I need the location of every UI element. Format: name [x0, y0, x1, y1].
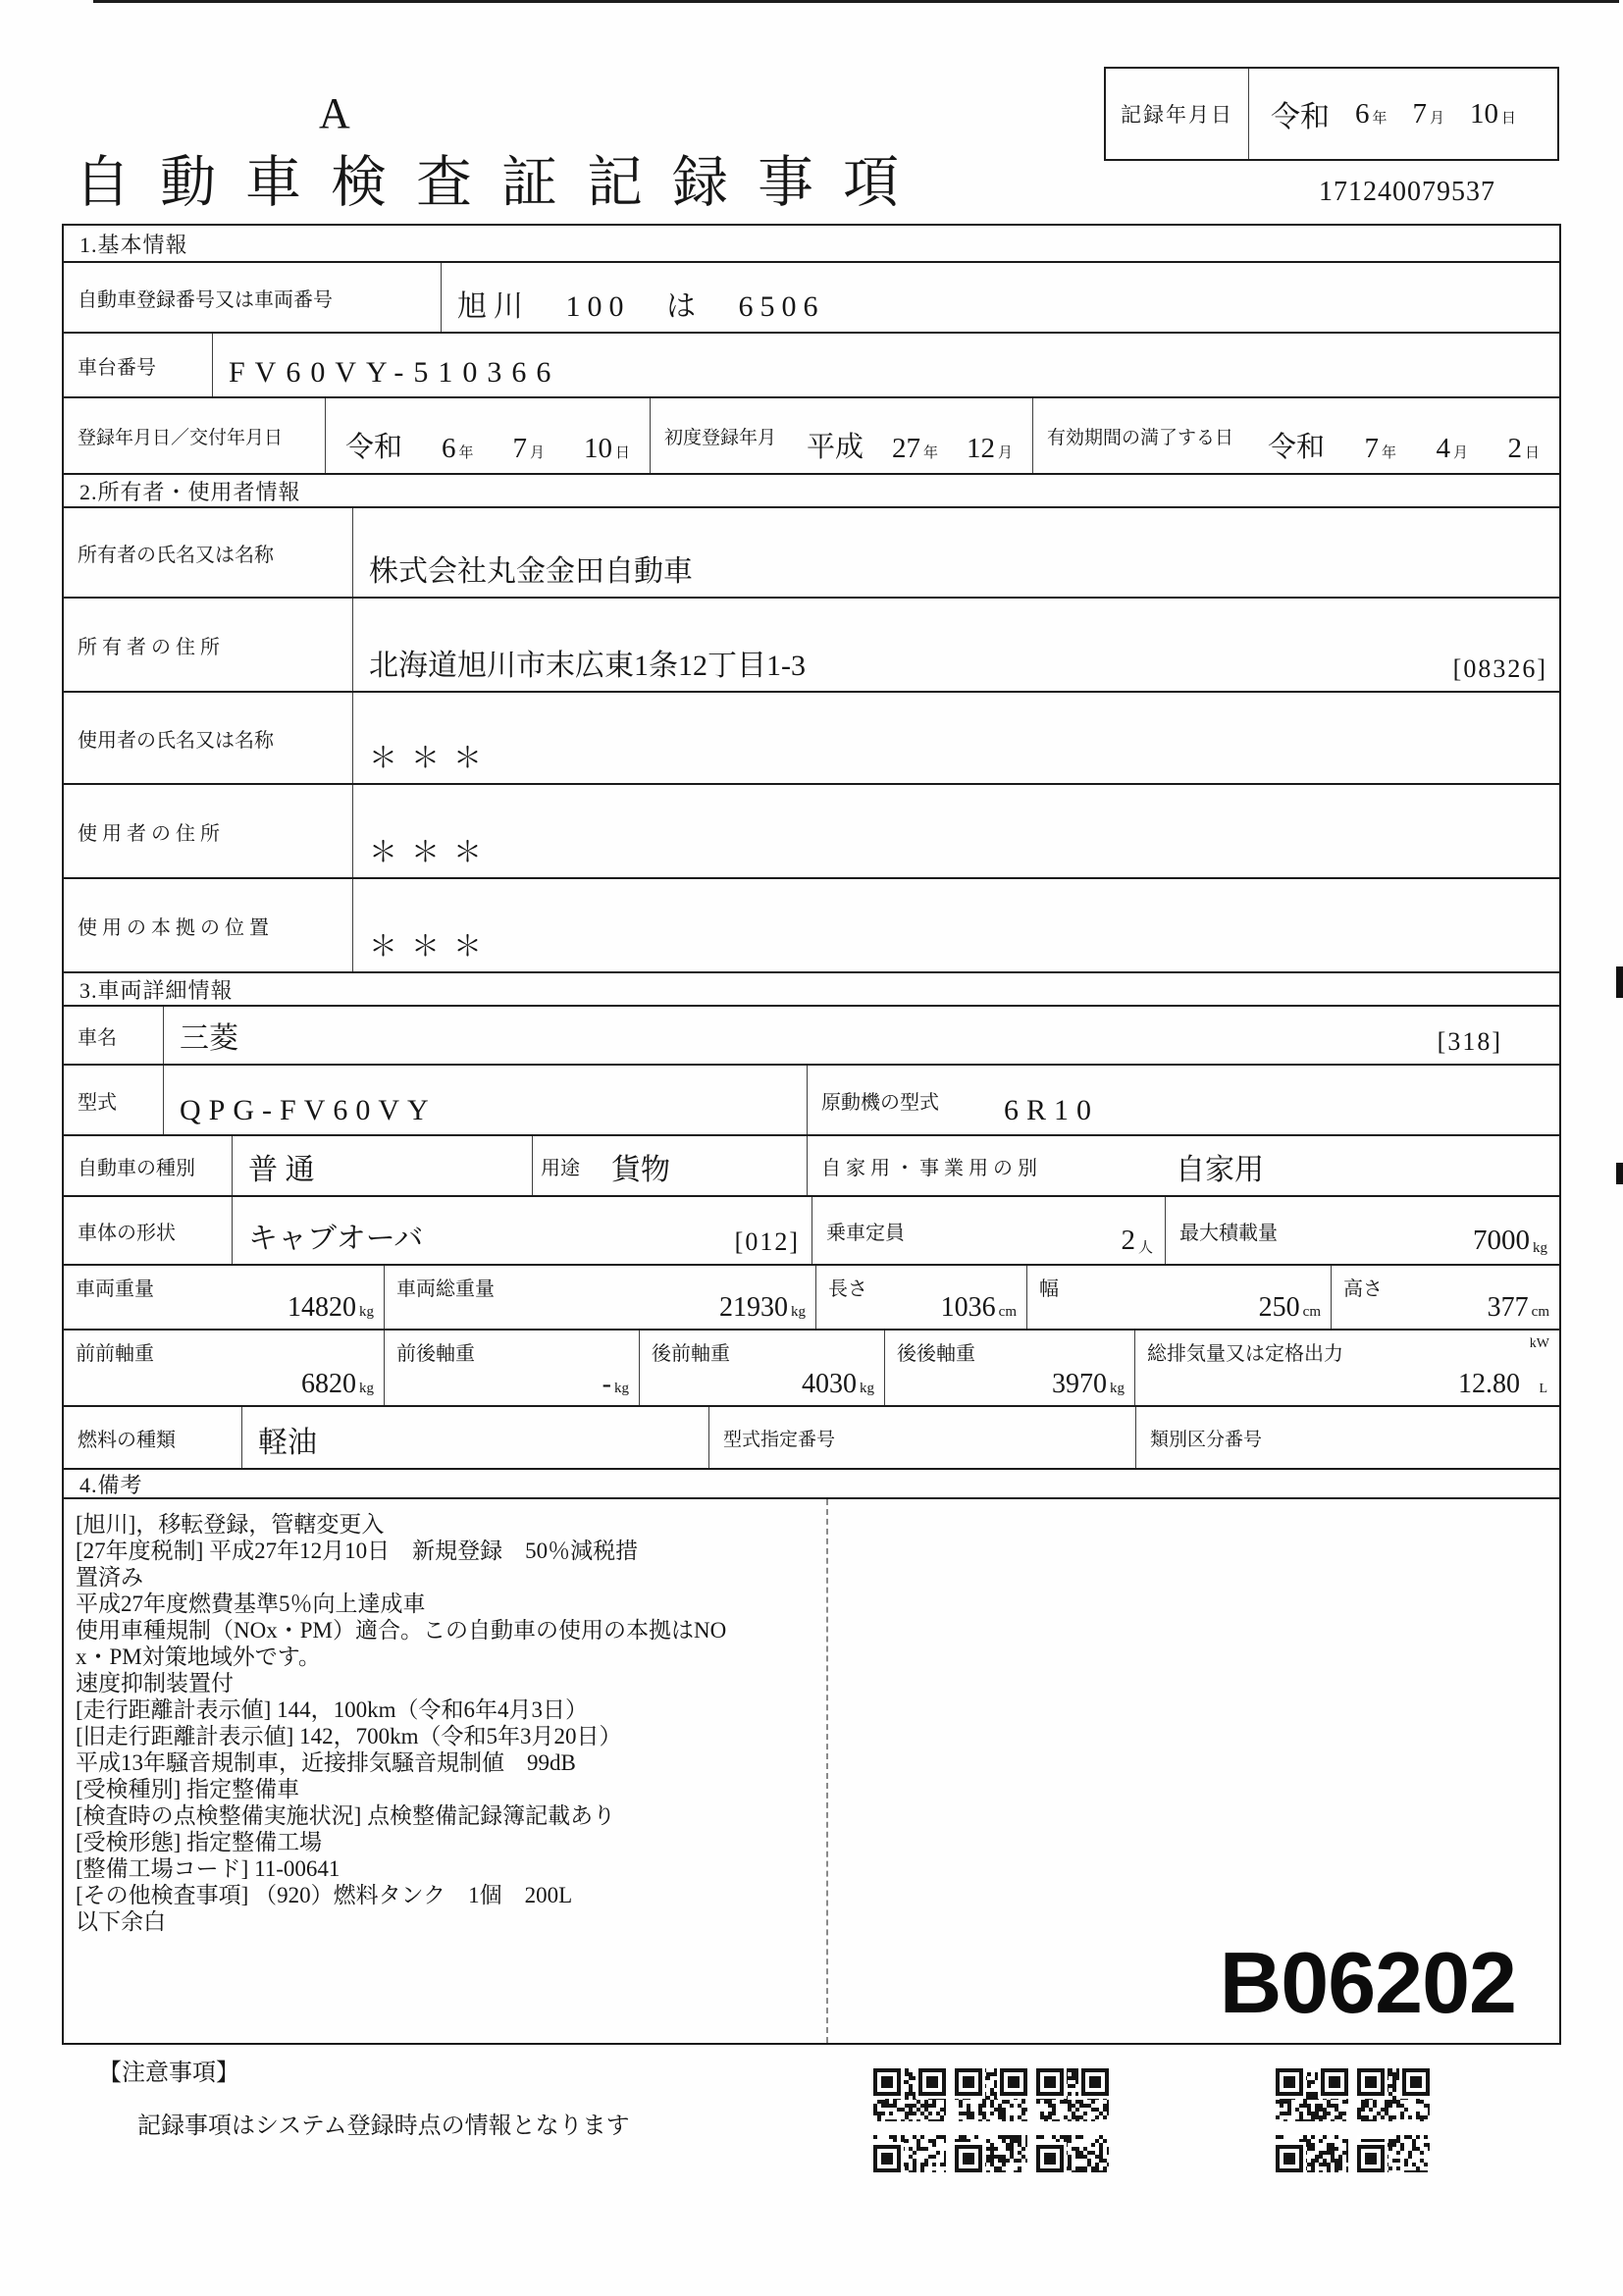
row-weights-dimensions [64, 1264, 1559, 1329]
qr-code [1357, 2135, 1430, 2172]
page-title: 自動車検査証記録事項 [75, 152, 928, 214]
type-designation-value [885, 1407, 1135, 1468]
rear-front-axle-field: 後前軸重 4030 kg [640, 1331, 885, 1405]
row-dates [64, 396, 1559, 473]
model-label: 型式 [64, 1066, 164, 1134]
row-user-name [64, 691, 1559, 783]
owner-name-label: 所有者の氏名又は名称 [64, 508, 353, 597]
remarks-column-divider [826, 1499, 828, 2043]
section-heading-vehicle: 3.車両詳細情報 [64, 971, 1559, 1005]
fuel-label: 燃料の種類 [64, 1407, 242, 1468]
first-registration-label: 初度登録年月 [650, 398, 787, 473]
body-shape-value: キャブオーバ [248, 1223, 424, 1255]
remark-line: [旭川]，移転登録，管轄変更入 [76, 1512, 385, 1537]
user-address-value: ＊＊＊ [369, 837, 497, 868]
remark-line: [受検形態] 指定整備工場 [76, 1830, 323, 1854]
row-model [64, 1064, 1559, 1134]
remark-line: [受検種別] 指定整備車 [76, 1777, 300, 1801]
expiry-date-value: 令和 7 年 4 月 2 日 [1268, 432, 1540, 464]
record-date-value [1249, 69, 1557, 159]
row-body-shape [64, 1195, 1559, 1264]
vehicle-weight-field: 車両重量 14820 kg [64, 1266, 385, 1329]
type-designation-label: 型式指定番号 [708, 1407, 885, 1468]
remark-line: x・PM対策地域外です。 [76, 1644, 321, 1669]
registration-date-label: 登録年月日／交付年月日 [64, 398, 326, 473]
category-class-label: 類別区分番号 [1135, 1407, 1307, 1468]
row-owner-name [64, 506, 1559, 597]
qr-code-group-left [873, 2068, 1109, 2172]
liter-unit: L [1539, 1382, 1547, 1396]
remark-line: 以下余白 [76, 1909, 166, 1934]
car-name-label: 車名 [64, 1007, 164, 1064]
qr-code [1276, 2135, 1348, 2172]
remark-line: 置済み [76, 1565, 143, 1590]
owner-name-value: 株式会社丸金金田自動車 [369, 555, 693, 588]
qr-code [1036, 2068, 1109, 2121]
rear-rear-axle-field: 後後軸重 3970 kg [885, 1331, 1135, 1405]
use-value: 貨物 [611, 1154, 670, 1186]
length-field: 長さ 1036 cm [816, 1266, 1027, 1329]
remark-line: [検査時の点検整備実施状況] 点検整備記録簿記載あり [76, 1803, 616, 1828]
front-front-axle-field: 前前軸重 6820 kg [64, 1331, 385, 1405]
category-value: 普 通 [248, 1154, 315, 1186]
record-date-day: 10 日 [1470, 97, 1517, 130]
row-car-name [64, 1005, 1559, 1064]
row-category-use [64, 1134, 1559, 1195]
row-axle-weights [64, 1329, 1559, 1405]
private-business-label: 自 家 用 ・ 事 業 用 の 別 [807, 1136, 1160, 1195]
max-load-value: 7000 kg [1473, 1225, 1547, 1256]
scan-artifact-top-line [93, 0, 1619, 3]
max-load-label: 最大積載量 [1165, 1197, 1322, 1264]
notes-heading: 【注意事項】 [98, 2061, 239, 2086]
chassis-number-label: 車台番号 [64, 334, 213, 396]
notes-text: 記録事項はシステム登録時点の情報となります [137, 2113, 630, 2139]
displacement-field: 総排気量又は定格出力 kW 12.80 L [1147, 1336, 1549, 1399]
private-business-value: 自家用 [1176, 1154, 1264, 1186]
user-name-label: 使用者の氏名又は名称 [64, 693, 353, 783]
qr-code [1276, 2068, 1348, 2121]
owner-address-label: 所 有 者 の 住 所 [64, 599, 353, 691]
remarks-area [64, 1497, 1559, 2043]
car-name-code: [318] [1437, 1027, 1502, 1056]
height-field: 高さ 377 cm [1343, 1278, 1549, 1323]
qr-code [955, 2068, 1027, 2121]
engine-model-label: 原動機の型式 [807, 1066, 988, 1134]
body-shape-label: 車体の形状 [64, 1197, 233, 1264]
record-date-box [1104, 67, 1559, 161]
base-location-label: 使 用 の 本 拠 の 位 置 [64, 879, 353, 971]
qr-code [955, 2135, 1027, 2172]
remarks-text [64, 1499, 826, 1935]
row-chassis-number [64, 332, 1559, 396]
remark-line: 速度抑制装置付 [76, 1671, 234, 1696]
use-label: 用途 [532, 1136, 596, 1195]
section-heading-remarks: 4.備考 [64, 1468, 1559, 1497]
row-user-address [64, 783, 1559, 877]
engine-model-value: 6R10 [1004, 1094, 1100, 1126]
body-shape-code: [012] [734, 1227, 800, 1256]
front-rear-axle-field: 前後軸重 - kg [385, 1331, 640, 1405]
category-label: 自動車の種別 [64, 1136, 233, 1195]
registration-number-label: 自動車登録番号又は車両番号 [64, 263, 442, 332]
gross-weight-field: 車両総重量 21930 kg [385, 1266, 816, 1329]
remark-line: [旧走行距離計表示値] 142，700km（令和5年3月20日） [76, 1724, 622, 1748]
remark-line: 平成27年度燃費基準5％向上達成車 [76, 1592, 426, 1616]
qr-code [873, 2135, 946, 2172]
stamp-code: B06202 [1219, 1934, 1516, 2031]
remark-line: [その他検査事項] （920）燃料タンク 1個 200L [76, 1883, 573, 1907]
remark-line: [走行距離計表示値] 144，100km（令和6年4月3日） [76, 1697, 588, 1722]
registration-number-value: 旭川 100 は 6506 [457, 290, 825, 323]
car-name-value: 三菱 [180, 1022, 238, 1055]
record-date-era: 令和 [1271, 101, 1330, 133]
model-value: QPG-FV60VY [180, 1094, 437, 1126]
category-class-value [1307, 1407, 1559, 1468]
remark-line: 使用車種規制（NOx・PM）適合。この自動車の使用の本拠はNO [76, 1618, 727, 1643]
base-location-value: ＊＊＊ [369, 931, 497, 963]
qr-code [1357, 2068, 1430, 2121]
expiry-date-label: 有効期間の満了する日 [1032, 398, 1248, 473]
owner-address-code: [08326] [1452, 654, 1547, 683]
row-registration-number [64, 261, 1559, 332]
qr-code [873, 2068, 946, 2121]
chassis-number-value: FV60VY-510366 [229, 356, 561, 389]
row-owner-address [64, 597, 1559, 691]
scan-artifact-right-tick [1616, 966, 1623, 998]
registration-date-value: 令和 6 年 7 月 10 日 [345, 432, 630, 464]
scan-artifact-right-tick [1616, 1163, 1623, 1184]
kw-unit: kW [1529, 1336, 1549, 1351]
row-fuel [64, 1405, 1559, 1468]
capacity-label: 乗車定員 [812, 1197, 969, 1264]
user-name-value: ＊＊＊ [369, 743, 497, 774]
fuel-value: 軽油 [258, 1427, 317, 1459]
owner-address-value: 北海道旭川市末広東1条12丁目1-3 [369, 650, 806, 682]
certificate-number: 171240079537 [1319, 177, 1495, 207]
remark-line: 平成13年騒音規制車，近接排気騒音規制値 99dB [76, 1750, 576, 1775]
section-heading-basic: 1.基本情報 [79, 232, 188, 257]
corner-mark: A [319, 89, 350, 137]
record-date-month: 7 月 [1412, 97, 1445, 130]
qr-code [1036, 2135, 1109, 2172]
section-heading-owner-user: 2.所有者・使用者情報 [64, 473, 1559, 506]
first-registration-value: 平成 27 年 12 月 [807, 432, 1013, 464]
remark-line: [整備工場コード] 11-00641 [76, 1856, 340, 1881]
record-date-year: 6 年 [1355, 97, 1387, 130]
main-table [62, 224, 1561, 2045]
capacity-value: 2 人 [1121, 1225, 1153, 1256]
qr-code-group-right [1276, 2068, 1430, 2172]
user-address-label: 使 用 者 の 住 所 [64, 785, 353, 877]
row-base-location [64, 877, 1559, 971]
record-date-label: 記録年月日 [1106, 69, 1249, 159]
width-field: 幅 250 cm [1027, 1266, 1332, 1329]
remark-line: [27年度税制] 平成27年12月10日 新規登録 50％減税措 [76, 1539, 639, 1563]
